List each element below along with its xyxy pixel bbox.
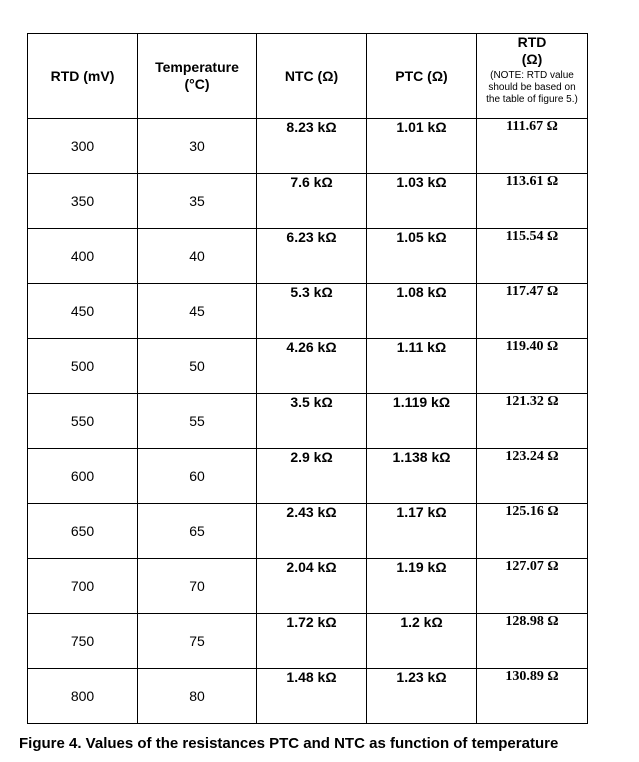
cell-ptc: 1.19 kΩ	[367, 559, 477, 614]
table-row	[28, 559, 588, 614]
cell-rtd-mv: 800	[28, 669, 138, 724]
cell-ntc: 5.3 kΩ	[257, 284, 367, 339]
table-row	[28, 229, 588, 284]
header-rtd-unit: (Ω)	[521, 51, 543, 67]
cell-temperature: 55	[138, 394, 257, 449]
table-row	[28, 119, 588, 174]
cell-rtd-mv: 450	[28, 284, 138, 339]
table-row	[28, 449, 588, 504]
cell-rtd-ohm: 127.07 Ω	[477, 559, 588, 614]
cell-temperature: 65	[138, 504, 257, 559]
cell-ptc: 1.119 kΩ	[367, 394, 477, 449]
figure-caption: Figure 4. Values of the resistances PTC and NTC as function of temperature	[19, 735, 559, 752]
table-body	[28, 119, 588, 724]
cell-ptc: 1.138 kΩ	[367, 449, 477, 504]
cell-rtd-mv: 400	[28, 229, 138, 284]
header-ptc: PTC (Ω)	[367, 34, 477, 119]
resistance-table	[27, 33, 588, 724]
cell-rtd-mv: 300	[28, 119, 138, 174]
table-row	[28, 284, 588, 339]
cell-rtd-mv: 750	[28, 614, 138, 669]
header-row	[28, 34, 588, 119]
table-row	[28, 339, 588, 394]
cell-ntc: 7.6 kΩ	[257, 174, 367, 229]
table-row	[28, 614, 588, 669]
cell-temperature: 30	[138, 119, 257, 174]
cell-ptc: 1.03 kΩ	[367, 174, 477, 229]
header-rtd-mv: RTD (mV)	[28, 34, 138, 119]
cell-rtd-mv: 550	[28, 394, 138, 449]
cell-ntc: 4.26 kΩ	[257, 339, 367, 394]
cell-rtd-ohm: 125.16 Ω	[477, 504, 588, 559]
cell-temperature: 60	[138, 449, 257, 504]
cell-ptc: 1.05 kΩ	[367, 229, 477, 284]
cell-ptc: 1.11 kΩ	[367, 339, 477, 394]
cell-rtd-ohm: 128.98 Ω	[477, 614, 588, 669]
cell-rtd-ohm: 117.47 Ω	[477, 284, 588, 339]
header-temperature	[138, 34, 257, 119]
cell-ntc: 2.04 kΩ	[257, 559, 367, 614]
header-ntc: NTC (Ω)	[257, 34, 367, 119]
cell-rtd-ohm: 115.54 Ω	[477, 229, 588, 284]
cell-ntc: 8.23 kΩ	[257, 119, 367, 174]
cell-rtd-mv: 700	[28, 559, 138, 614]
cell-rtd-mv: 650	[28, 504, 138, 559]
cell-rtd-mv: 500	[28, 339, 138, 394]
cell-ntc: 2.43 kΩ	[257, 504, 367, 559]
table-row	[28, 394, 588, 449]
cell-rtd-mv: 600	[28, 449, 138, 504]
cell-temperature: 70	[138, 559, 257, 614]
cell-ptc: 1.2 kΩ	[367, 614, 477, 669]
table-row	[28, 669, 588, 724]
cell-ntc: 3.5 kΩ	[257, 394, 367, 449]
table-row	[28, 504, 588, 559]
cell-rtd-mv: 350	[28, 174, 138, 229]
cell-temperature: 80	[138, 669, 257, 724]
cell-ptc: 1.08 kΩ	[367, 284, 477, 339]
cell-ntc: 6.23 kΩ	[257, 229, 367, 284]
cell-rtd-ohm: 121.32 Ω	[477, 394, 588, 449]
cell-ntc: 2.9 kΩ	[257, 449, 367, 504]
table-row	[28, 174, 588, 229]
cell-rtd-ohm: 130.89 Ω	[477, 669, 588, 724]
cell-ptc: 1.01 kΩ	[367, 119, 477, 174]
cell-rtd-ohm: 111.67 Ω	[477, 119, 588, 174]
cell-rtd-ohm: 123.24 Ω	[477, 449, 588, 504]
cell-ptc: 1.17 kΩ	[367, 504, 477, 559]
cell-temperature: 75	[138, 614, 257, 669]
header-temperature-unit: (°C)	[184, 76, 210, 92]
cell-ntc: 1.72 kΩ	[257, 614, 367, 669]
cell-temperature: 50	[138, 339, 257, 394]
cell-ntc: 1.48 kΩ	[257, 669, 367, 724]
cell-temperature: 40	[138, 229, 257, 284]
cell-temperature: 45	[138, 284, 257, 339]
cell-ptc: 1.23 kΩ	[367, 669, 477, 724]
header-temperature-label: Temperature	[155, 59, 239, 75]
header-rtd-ohm	[477, 34, 588, 119]
cell-temperature: 35	[138, 174, 257, 229]
header-rtd-note: (NOTE: RTD value should be based on the table of figure 5.)	[486, 70, 578, 105]
cell-rtd-ohm: 119.40 Ω	[477, 339, 588, 394]
header-rtd-label: RTD	[517, 34, 547, 50]
cell-rtd-ohm: 113.61 Ω	[477, 174, 588, 229]
